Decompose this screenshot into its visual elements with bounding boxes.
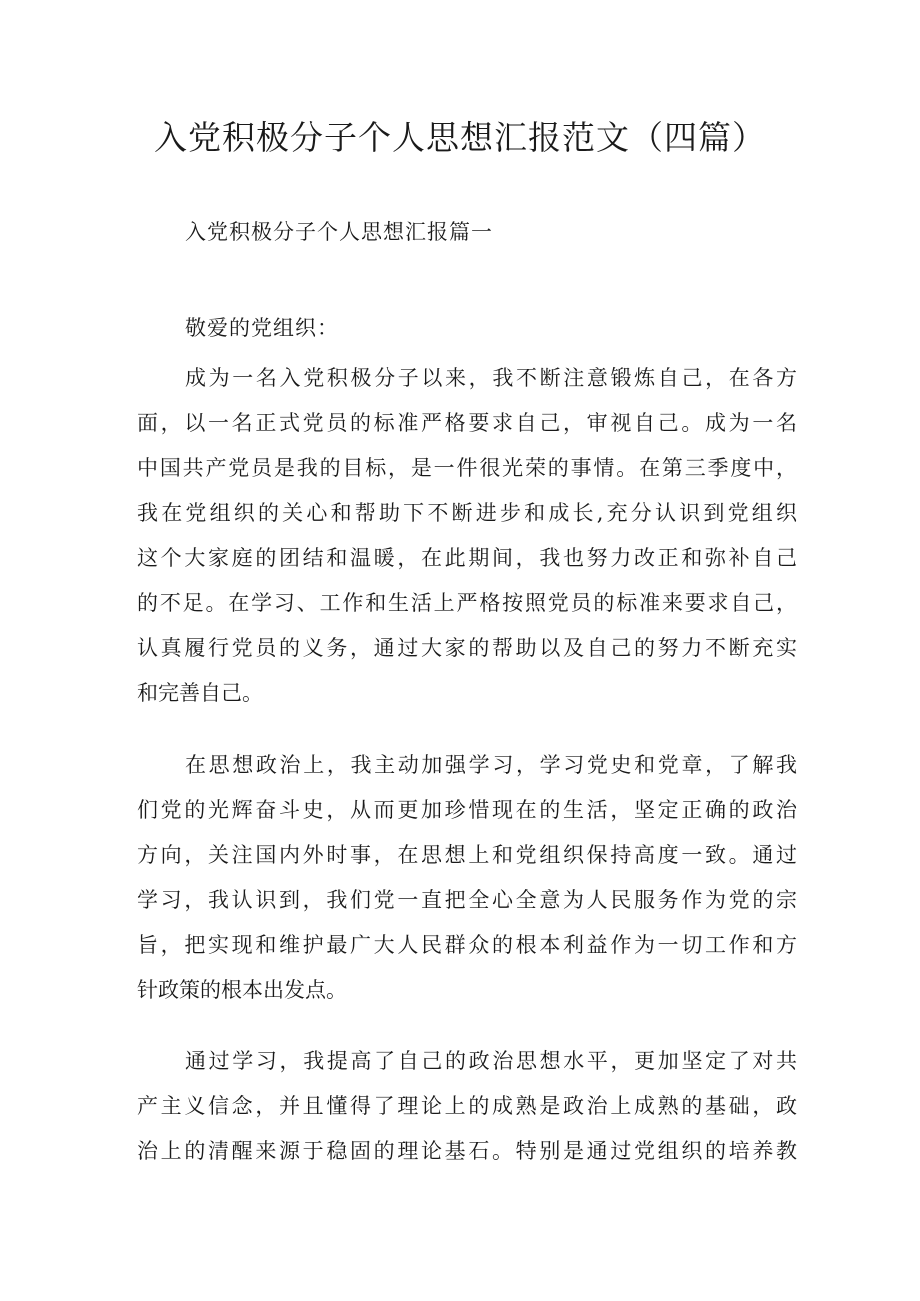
section-heading: 入党积极分子个人思想汇报篇一 (185, 220, 493, 244)
paragraph-line: 治上的清醒来源于稳固的理论基石。特别是通过党组织的培养教 (137, 1139, 797, 1163)
paragraph-2 (137, 743, 797, 1013)
document-title: 入党积极分子个人思想汇报范文（四篇） (154, 118, 766, 157)
paragraph-line: 们党的光辉奋斗史，从而更加珍惜现在的生活，坚定正确的政治 (137, 798, 797, 822)
paragraph-line: 我在党组织的关心和帮助下不断进步和成长,充分认识到党组织 (137, 501, 797, 525)
paragraph-line: 旨，把实现和维护最广大人民群众的根本利益作为一切工作和方 (137, 933, 797, 957)
paragraph-line: 在思想政治上，我主动加强学习，学习党史和党章，了解我 (185, 753, 797, 777)
paragraph-line: 的不足。在学习、工作和生活上严格按照党员的标准来要求自己， (137, 591, 797, 615)
paragraph-line: 通过学习，我提高了自己的政治思想水平，更加坚定了对共 (185, 1049, 797, 1073)
paragraph-line: 和完善自己。 (137, 681, 263, 705)
paragraph-line: 产主义信念，并且懂得了理论上的成熟是政治上成熟的基础，政 (137, 1094, 797, 1118)
paragraph-line: 这个大家庭的团结和温暖，在此期间，我也努力改正和弥补自己 (137, 546, 797, 570)
paragraph-line: 面，以一名正式党员的标准严格要求自己，审视自己。成为一名 (137, 411, 797, 435)
salutation: 敬爱的党组织： (185, 316, 339, 340)
paragraph-line: 针政策的根本出发点。 (137, 978, 347, 1002)
paragraph-3 (137, 1039, 797, 1174)
paragraph-line: 学习，我认识到，我们党一直把全心全意为人民服务作为党的宗 (137, 888, 797, 912)
paragraph-line: 方向，关注国内外时事，在思想上和党组织保持高度一致。通过 (137, 843, 797, 867)
paragraph-line: 认真履行党员的义务，通过大家的帮助以及自己的努力不断充实 (137, 636, 797, 660)
paragraph-line: 成为一名入党积极分子以来，我不断注意锻炼自己，在各方 (185, 366, 797, 390)
paragraph-1 (137, 356, 797, 716)
paragraph-line: 中国共产党员是我的目标，是一件很光荣的事情。在第三季度中， (137, 456, 797, 480)
